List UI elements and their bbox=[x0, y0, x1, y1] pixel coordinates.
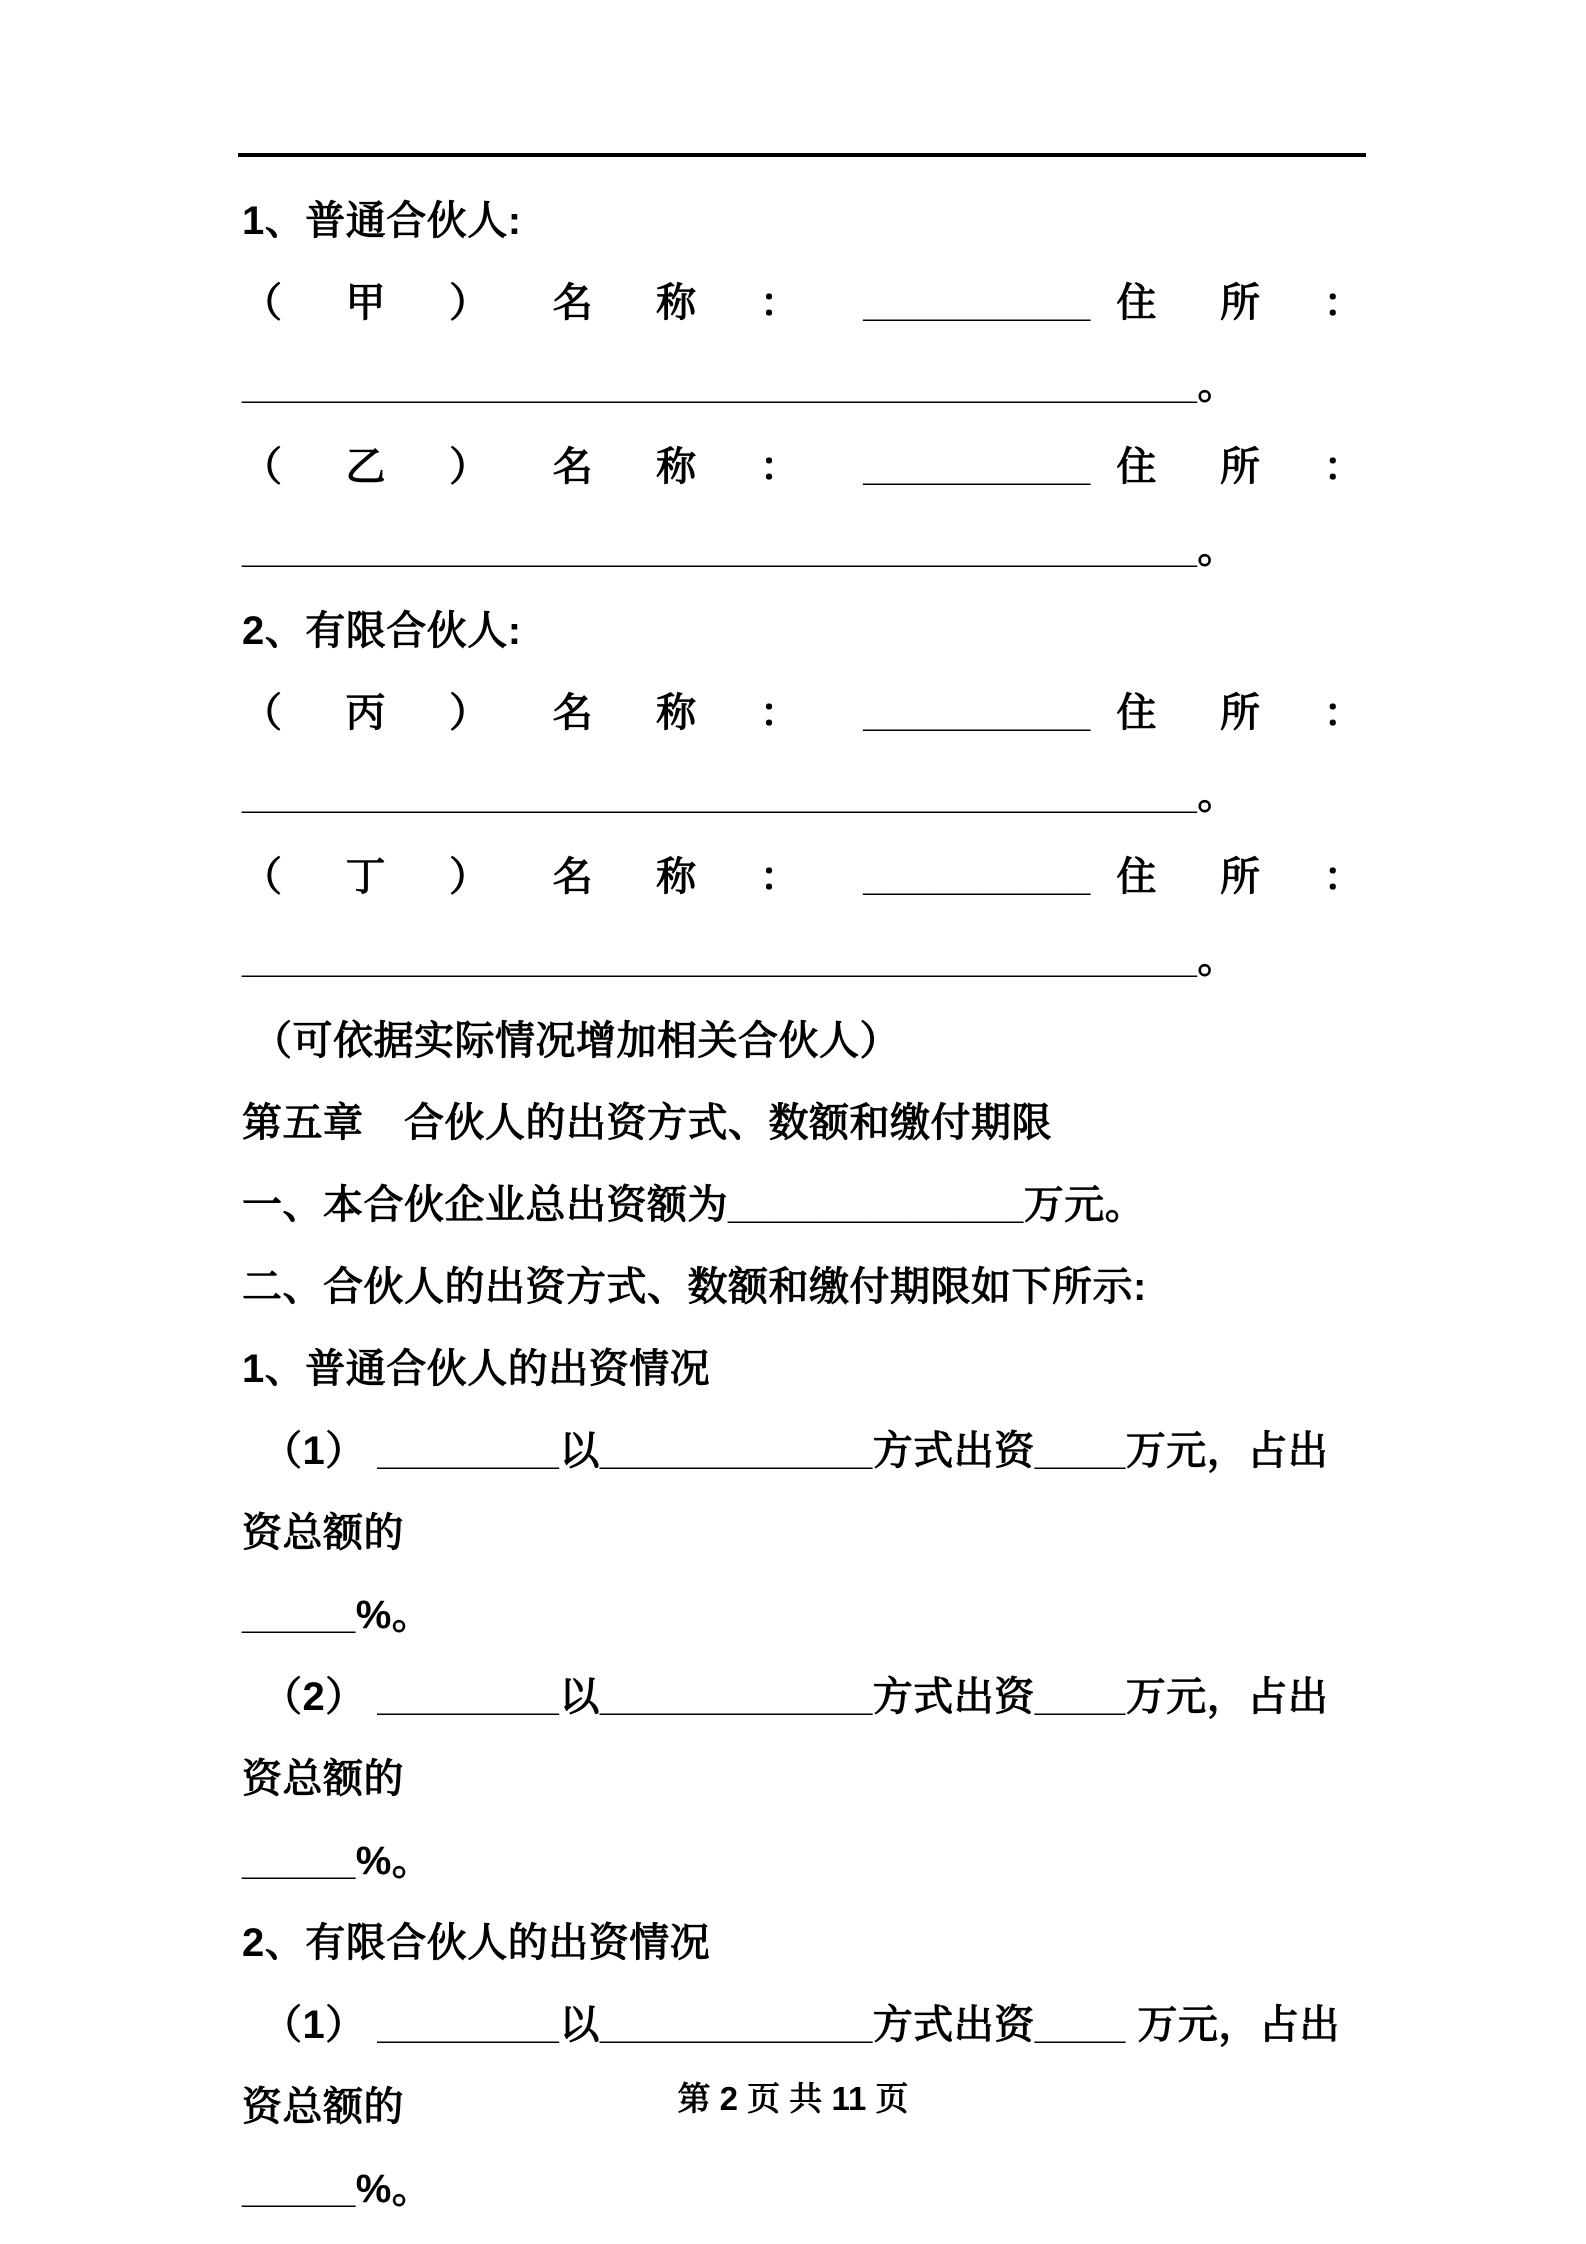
header-rule bbox=[238, 153, 1366, 157]
chapter-five-heading: 第五章 合伙人的出资方式、数额和缴付期限 bbox=[242, 1101, 1052, 1145]
party-d-name-address-row: （ 丁 ） 名 称 ： __________住 所 ： bbox=[242, 855, 1364, 899]
limited-partner-item-1-percent: _____%。 bbox=[242, 2167, 433, 2211]
general-partner-item-2: （2） ________以____________方式出资____万元，占出资总额的 bbox=[242, 1675, 1329, 1801]
general-partner-item-1: （1） ________以____________方式出资____万元，占出资总额的 bbox=[242, 1429, 1329, 1555]
general-partner-item-1-percent: _____%。 bbox=[242, 1593, 433, 1637]
page-number-footer: 第 2 页 共 11 页 bbox=[677, 2080, 909, 2117]
heading-limited-partner-contribution: 2、有限合伙人的出资情况 bbox=[242, 1921, 711, 1965]
heading-limited-partners: 2、有限合伙人: bbox=[242, 609, 522, 653]
total-contribution-line: 一、本合伙企业总出资额为_____________万元。 bbox=[242, 1183, 1146, 1227]
party-b-address-blank-line: __________________________________________。 bbox=[242, 527, 1238, 571]
party-a-address-blank-line: __________________________________________。 bbox=[242, 363, 1238, 407]
party-a-name-address-row: （ 甲 ） 名 称 ： __________住 所 ： bbox=[242, 281, 1364, 325]
document-body bbox=[242, 180, 1364, 2230]
limited-partner-item-1: （1） ________以____________方式出资____ 万元，占出资总额的 bbox=[242, 2003, 1340, 2129]
party-d-address-blank-line: __________________________________________。 bbox=[242, 937, 1238, 981]
party-c-name-address-row: （ 丙 ） 名 称 ： __________住 所 ： bbox=[242, 691, 1364, 735]
general-partner-item-2-percent: _____%。 bbox=[242, 1839, 433, 1883]
note-add-partners: （可依据实际情况增加相关合伙人） bbox=[252, 1019, 900, 1063]
contribution-intro-line: 二、合伙人的出资方式、数额和缴付期限如下所示: bbox=[242, 1265, 1147, 1309]
party-b-name-address-row: （ 乙 ） 名 称 ： __________住 所 ： bbox=[242, 445, 1364, 489]
party-c-address-blank-line: __________________________________________。 bbox=[242, 773, 1238, 817]
heading-general-partner-contribution: 1、普通合伙人的出资情况 bbox=[242, 1347, 711, 1391]
heading-general-partners: 1、普通合伙人: bbox=[242, 199, 522, 243]
